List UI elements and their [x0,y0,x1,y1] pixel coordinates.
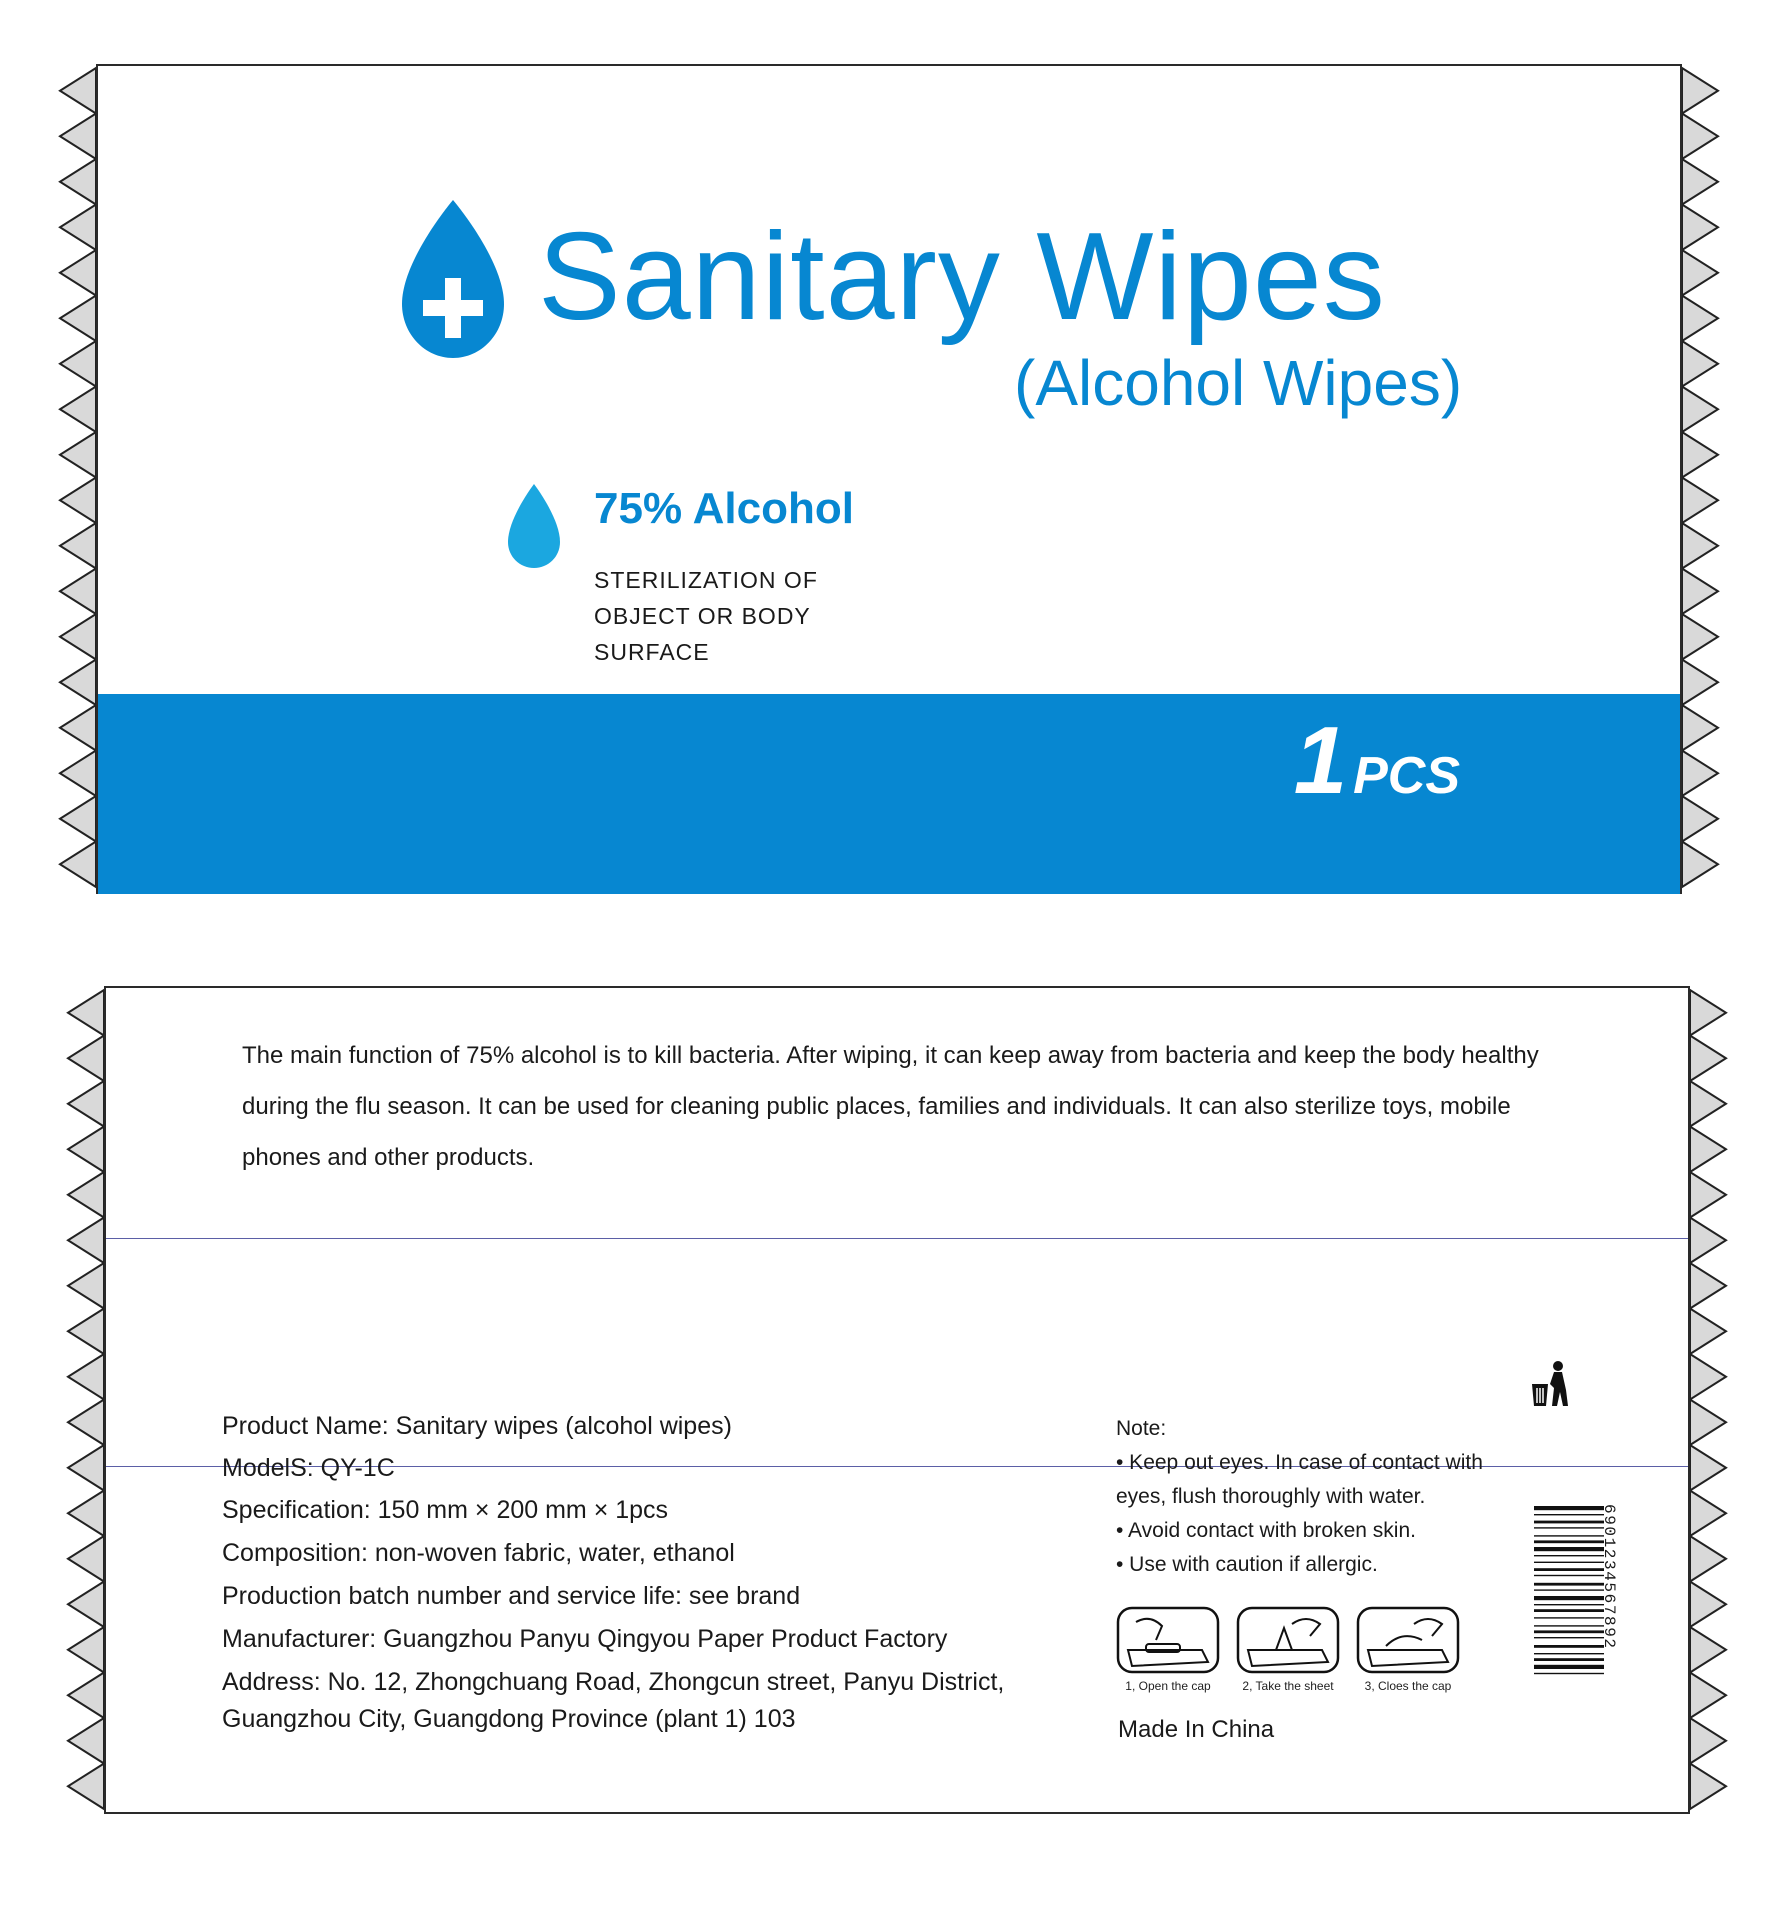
product-title: Sanitary Wipes [538,208,1386,346]
serration-tooth [60,387,96,433]
barcode-bar [1534,1604,1604,1605]
serration-tooth [1690,1491,1726,1537]
spec-manufacturer: Manufacturer: Guangzhou Panyu Qingyou Paper Product Factory [222,1625,948,1653]
barcode-bar [1534,1575,1604,1576]
serration-tooth [1690,1081,1726,1127]
serration-tooth [1690,1445,1726,1491]
sterilization-text [594,562,894,670]
serration-tooth [68,1445,104,1491]
back-label [104,986,1690,1814]
serration-tooth [1690,1764,1726,1810]
barcode-bar [1534,1547,1604,1551]
serration-tooth [1682,796,1718,842]
serration-tooth [60,205,96,251]
step-label: 2, Take the sheet [1242,1679,1334,1693]
barcode-bar [1534,1527,1604,1528]
sterilization-line: SURFACE [594,639,710,665]
product-subtitle: (Alcohol Wipes) [1014,347,1463,419]
barcode-bar [1534,1568,1604,1571]
serration-tooth [68,1673,104,1719]
spec-address-line2: Guangzhou City, Guangdong Province (plant 1) 103 [222,1705,796,1733]
back-right-serrated-edge [1688,986,1728,1814]
barcode-bar [1534,1617,1604,1618]
barcode-bar [1534,1506,1604,1510]
serration-tooth [60,114,96,160]
sterilization-line: STERILIZATION OF [594,567,818,593]
alcohol-percentage-label: 75% Alcohol [594,484,854,533]
quantity-number: 1 [1293,707,1348,814]
spec-product-name: Product Name: Sanitary wipes (alcohol wipes) [222,1412,732,1440]
serration-tooth [1682,478,1718,524]
serration-tooth [68,1627,104,1673]
spec-specification: Specification: 150 mm × 200 mm × 1pcs [222,1496,669,1524]
serration-tooth [60,796,96,842]
barcode-bar [1534,1555,1604,1556]
barcode-bar [1534,1609,1604,1612]
serration-tooth [1690,990,1726,1036]
serration-tooth [1682,751,1718,797]
serration-tooth [60,842,96,888]
take-sheet-icon [1236,1606,1340,1674]
serration-tooth [68,1127,104,1173]
serration-tooth [1690,1263,1726,1309]
serration-tooth [68,1536,104,1582]
step-label: 3, Cloes the cap [1364,1679,1452,1693]
serration-tooth [1682,250,1718,296]
serration-tooth [1682,614,1718,660]
serration-tooth [68,1491,104,1537]
serration-tooth [60,250,96,296]
spec-model: ModelS: QY-1C [222,1454,395,1482]
serration-tooth [1682,68,1718,114]
serration-tooth [1682,341,1718,387]
barcode-bar [1534,1673,1604,1674]
product-description: The main function of 75% alcohol is to kill bacteria. After wiping, it can keep away from bacteria and keep the body healthy during the flu season. It can be used for cleaning public places, families and individuals. It can also sterilize toys, mobile phones and other products. [242,1042,1539,1171]
serration-tooth [60,569,96,615]
divider-line [106,1238,1688,1239]
serration-tooth [1682,705,1718,751]
serration-tooth [1690,1354,1726,1400]
front-label [96,64,1682,894]
usage-step-2 [1236,1606,1340,1693]
barcode-bar [1534,1658,1604,1661]
serration-tooth [1682,159,1718,205]
spec-batch: Production batch number and service life: see brand [222,1582,801,1610]
serration-tooth [60,660,96,706]
barcode-bar [1534,1521,1604,1524]
serration-tooth [60,614,96,660]
serration-tooth [68,1081,104,1127]
step-label: 1, Open the cap [1125,1679,1211,1693]
barcode-digits: 6901234567892 [1600,1504,1618,1650]
serration-tooth [1682,432,1718,478]
serration-tooth [60,159,96,205]
serration-tooth [1690,1172,1726,1218]
barcode-bar [1534,1514,1604,1515]
serration-tooth [68,1582,104,1628]
quantity-label [1294,706,1460,816]
barcode-bar [1534,1589,1604,1590]
serration-tooth [1682,569,1718,615]
barcode-bars [1534,1504,1608,1694]
serration-tooth [1690,1673,1726,1719]
usage-step-1 [1116,1606,1220,1693]
spec-address-line1: Address: No. 12, Zhongchuang Road, Zhongcun street, Panyu District, [222,1668,1005,1696]
serration-tooth [60,68,96,114]
serration-tooth [68,1354,104,1400]
note-line: eyes, flush thoroughly with water. [1116,1485,1426,1508]
serration-tooth [68,1218,104,1264]
drop-cross-icon [400,200,506,360]
barcode-bar [1534,1535,1604,1536]
serration-tooth [1690,1582,1726,1628]
serration-tooth [60,705,96,751]
barcode-bar [1534,1665,1604,1669]
barcode-bar [1534,1562,1604,1563]
serration-tooth [1690,1218,1726,1264]
serration-tooth [1682,296,1718,342]
spec-composition: Composition: non-woven fabric, water, ethanol [222,1539,735,1567]
back-left-serrated-edge [66,986,106,1814]
serration-tooth [68,1263,104,1309]
barcode-bar [1534,1625,1604,1626]
barcode-bar [1534,1637,1604,1638]
serration-tooth [1690,1400,1726,1446]
serration-tooth [1682,523,1718,569]
water-drop-icon [506,484,562,570]
serration-tooth [1682,842,1718,888]
note-title: Note: [1116,1417,1167,1440]
serration-tooth [68,1172,104,1218]
serration-tooth [60,341,96,387]
serration-tooth [1682,114,1718,160]
made-in-label: Made In China [1118,1716,1275,1743]
serration-tooth [60,478,96,524]
serration-tooth [1690,1036,1726,1082]
serration-tooth [60,523,96,569]
serration-tooth [68,1718,104,1764]
barcode-bar [1534,1645,1604,1648]
serration-tooth [68,990,104,1036]
front-right-serrated-edge [1680,64,1720,894]
quantity-unit: PCS [1353,747,1460,805]
serration-tooth [1682,205,1718,251]
serration-tooth [60,432,96,478]
serration-tooth [68,1764,104,1810]
close-cap-icon [1356,1606,1460,1674]
note-line: • Keep out eyes. In case of contact with [1116,1451,1483,1474]
note-line: • Use with caution if allergic. [1116,1553,1378,1576]
sterilization-line: OBJECT OR BODY [594,603,811,629]
serration-tooth [68,1036,104,1082]
barcode-bar [1534,1630,1604,1633]
serration-tooth [1690,1127,1726,1173]
serration-tooth [1690,1309,1726,1355]
serration-tooth [60,751,96,797]
serration-tooth [68,1400,104,1446]
barcode [1534,1504,1626,1694]
barcode-bar [1534,1653,1604,1654]
usage-step-3 [1356,1606,1460,1693]
note-line: • Avoid contact with broken skin. [1116,1519,1416,1542]
recycle-bin-person-icon [1530,1360,1570,1410]
barcode-bar [1534,1596,1604,1600]
serration-tooth [1690,1627,1726,1673]
serration-tooth [68,1309,104,1355]
serration-tooth [1682,660,1718,706]
serration-tooth [1682,387,1718,433]
barcode-bar [1534,1540,1604,1543]
open-cap-icon [1116,1606,1220,1674]
serration-tooth [1690,1536,1726,1582]
barcode-bar [1534,1583,1604,1586]
front-left-serrated-edge [58,64,98,894]
serration-tooth [60,296,96,342]
serration-tooth [1690,1718,1726,1764]
